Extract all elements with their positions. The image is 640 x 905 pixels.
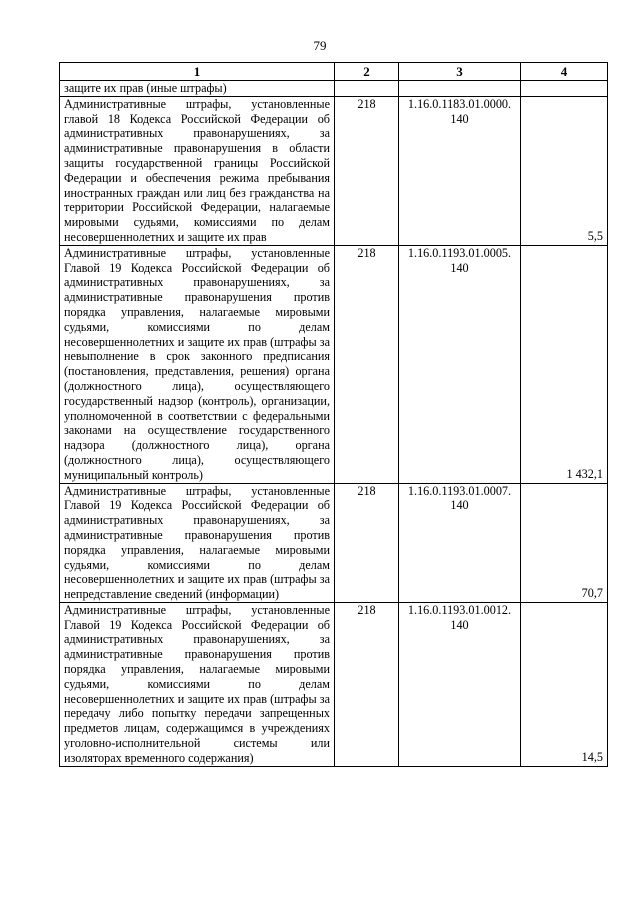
row-amount: 5,5 [521,96,608,245]
row-code: 218 [335,96,399,245]
table-row [60,483,608,602]
column-header-2: 2 [335,63,399,81]
row-description: Административные штрафы, установленные главой 18 Кодекса Российской Федерации об административных правонарушениях, за административные правонарушения в области защиты государственной границы Российской Федерации и обеспечения режима пребывания иностранных граждан или лиц без гражданства на территории Российской Федерации, налагаемые мировыми судьями, комиссиями по делам несовершеннолетних и защите их прав [60,96,335,245]
page-number: 79 [313,38,327,53]
row-kbk-line1: 1.16.0.1193.01.0005. [407,245,512,260]
row-amount: 70,7 [521,483,608,602]
continuation-row [60,81,608,97]
row-description: Административные штрафы, установленные Главой 19 Кодекса Российской Федерации об административных правонарушениях, за административные правонарушения против порядка управления, налагаемые мировыми судьями, комиссиями по делам несовершеннолетних и защите их прав (штрафы за невыполнение в срок законного предписания (постановления, представления, решения) органа (должностного лица), осуществляющего государственный надзор (контроль), организации, уполномоченной в соответствии с федеральными законами на осуществление государственного надзора (должностного лица), органа (должностного лица), осуществляющего муниципальный контроль) [60,245,335,483]
row-kbk-line1: 1.16.0.1183.01.0000. [407,96,512,111]
table-header-row [60,63,608,81]
row-description: Административные штрафы, установленные Главой 19 Кодекса Российской Федерации об административных правонарушениях, за административные правонарушения против порядка управления, налагаемые мировыми судьями, комиссиями по делам несовершеннолетних и защите их прав (штрафы за непредставление сведений (информации) [60,483,335,602]
row-kbk-line1: 1.16.0.1193.01.0007. [407,483,512,498]
row-kbk [399,602,521,766]
table-row [60,96,608,245]
row-kbk [399,483,521,602]
empty-cell [335,81,399,97]
empty-cell [399,81,521,97]
continuation-text: защите их прав (иные штрафы) [60,81,335,97]
budget-table [59,62,608,767]
column-header-1: 1 [60,63,335,81]
row-kbk [399,245,521,483]
row-amount: 14,5 [521,602,608,766]
row-description: Административные штрафы, установленные Главой 19 Кодекса Российской Федерации об административных правонарушениях, за административные правонарушения против порядка управления, налагаемые мировыми судьями, комиссиями по делам несовершеннолетних и защите их прав (штрафы за передачу либо попытку передачи запрещенных предметов лицам, содержащимся в учреждениях уголовно-исполнительной системы или изоляторах временного содержания) [60,602,335,766]
row-code: 218 [335,245,399,483]
row-code: 218 [335,483,399,602]
row-kbk-line2: 140 [450,498,469,513]
row-kbk-line2: 140 [450,260,469,275]
table-row [60,245,608,483]
row-kbk-line2: 140 [450,111,469,126]
row-kbk-line2: 140 [450,617,469,632]
row-amount: 1 432,1 [521,245,608,483]
column-header-4: 4 [521,63,608,81]
row-code: 218 [335,602,399,766]
empty-cell [521,81,608,97]
column-header-3: 3 [399,63,521,81]
table-row [60,602,608,766]
row-kbk [399,96,521,245]
row-kbk-line1: 1.16.0.1193.01.0012. [407,602,512,617]
